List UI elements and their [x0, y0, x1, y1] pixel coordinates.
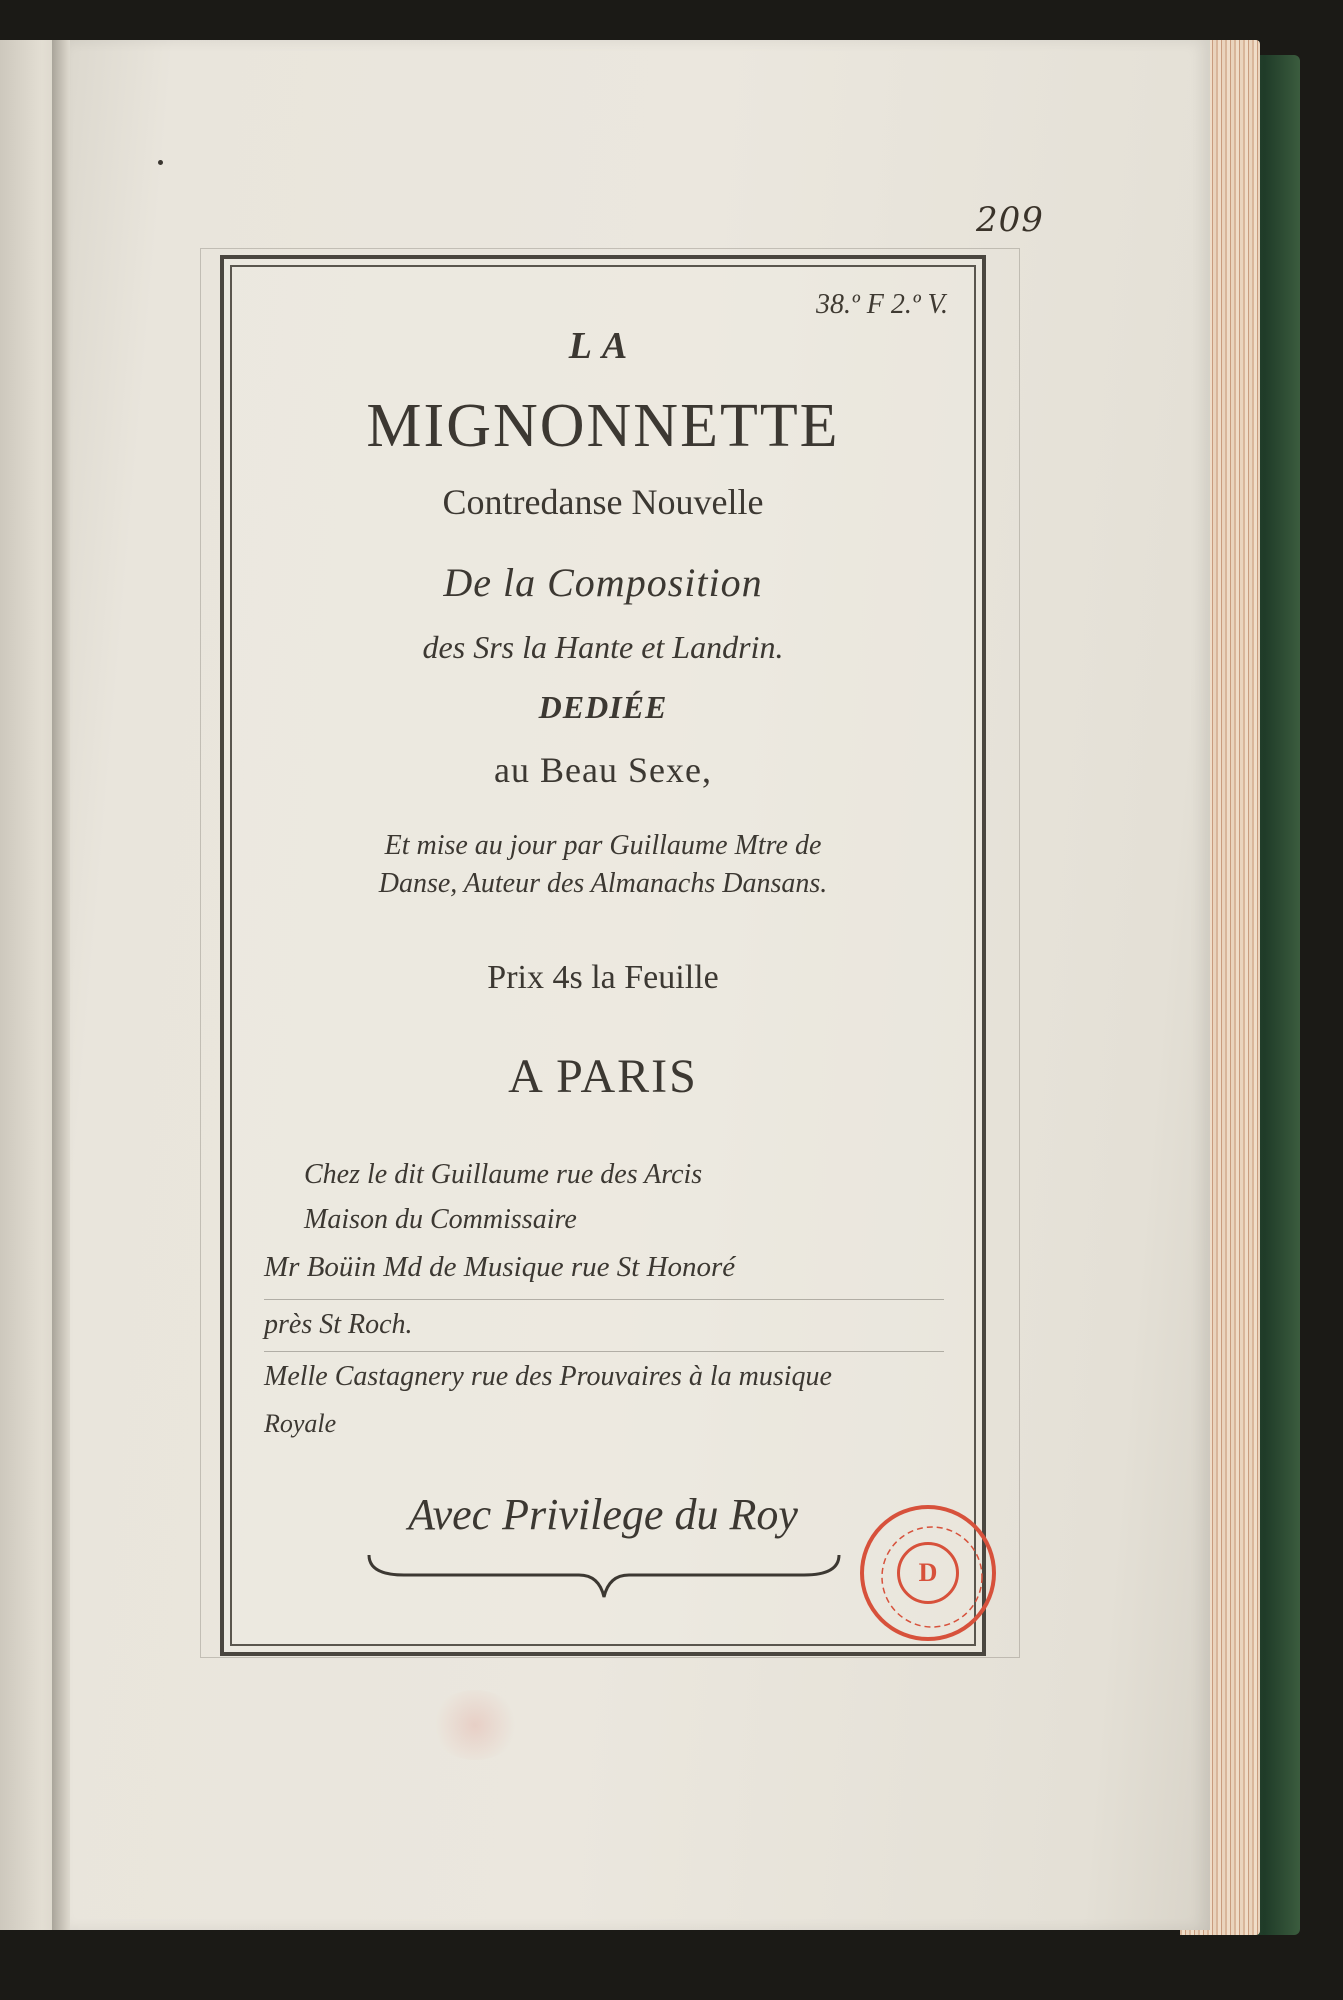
- price-line: Prix 4s la Feuille: [487, 959, 719, 996]
- address-rule: [264, 1351, 944, 1352]
- imprint-city: A PARIS: [508, 1050, 698, 1103]
- title-article: LA: [568, 325, 638, 367]
- decorative-brace: [364, 1547, 844, 1607]
- folio-number: 209: [976, 200, 1044, 240]
- right-page: [70, 40, 1210, 1930]
- dedicatee-line: au Beau Sexe,: [494, 750, 712, 790]
- address-line-6: Royale: [264, 1409, 337, 1438]
- composition-line: De la Composition: [443, 560, 763, 605]
- stamp-center: D: [897, 1542, 959, 1604]
- address-line-2: Maison du Commissaire: [304, 1204, 577, 1235]
- address-rule: [264, 1299, 944, 1300]
- subtitle: Contredanse Nouvelle: [442, 482, 764, 522]
- publisher-line-1: Et mise au jour par Guillaume Mtre de: [384, 830, 822, 861]
- address-line-5: Melle Castagnery rue des Prouvaires à la musique: [264, 1361, 832, 1392]
- publisher-line-2: Danse, Auteur des Almanachs Dansans.: [378, 868, 828, 899]
- page-title: MIGNONNETTE: [366, 392, 840, 460]
- address-line-4: près St Roch.: [264, 1309, 413, 1340]
- authors-line: des Srs la Hante et Landrin.: [422, 629, 784, 665]
- address-line-1: Chez le dit Guillaume rue des Arcis: [304, 1159, 703, 1190]
- library-stamp: [860, 1505, 996, 1641]
- privilege-line: Avec Privilege du Roy: [408, 1490, 798, 1539]
- shelfmark: 38.º F 2.º V.: [816, 289, 948, 320]
- stamp-offset-ghost: [430, 1690, 520, 1760]
- ink-speck: [158, 160, 163, 165]
- stamp-ring: [864, 1509, 1000, 1645]
- publisher-statement: [224, 827, 982, 903]
- engraved-title-frame: [220, 255, 986, 1656]
- address-line-3: Mr Boüin Md de Musique rue St Honoré: [264, 1251, 736, 1283]
- dedication-heading: DEDIÉE: [538, 689, 668, 725]
